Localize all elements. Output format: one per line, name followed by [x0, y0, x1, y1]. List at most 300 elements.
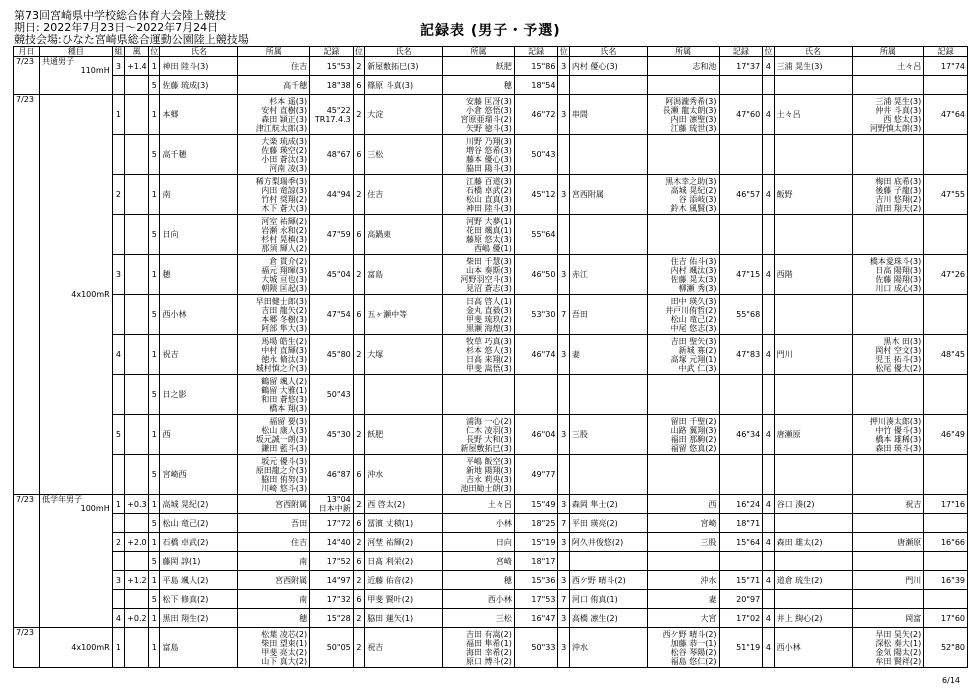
record	[719, 215, 763, 255]
member-name: 佐藤 晃太(3)	[670, 274, 717, 284]
member-name: 橋本 翔(3)	[269, 403, 308, 413]
team-members	[238, 455, 310, 495]
place: 3	[558, 57, 569, 76]
heat-number: 4	[112, 335, 124, 375]
team-name: 大塚	[365, 335, 443, 375]
heat-number	[112, 215, 124, 255]
team-name: 宮崎	[647, 514, 719, 533]
team-name	[569, 455, 647, 495]
member-name: 藤本 優心(3)	[465, 154, 512, 164]
athlete-name: 西ケ野 晴斗(2)	[569, 571, 647, 590]
place: 3	[558, 533, 569, 552]
column-header: 位	[559, 47, 568, 56]
record-value: 17"72	[326, 518, 351, 528]
record	[310, 95, 354, 135]
member-name: 吉永 莉央(3)	[465, 474, 512, 484]
member-name: 江藤 琉世(3)	[670, 123, 717, 133]
record	[514, 375, 558, 415]
member-name: 池田勧士朗(3)	[460, 483, 512, 493]
member-name: 内村 颯汰(3)	[670, 265, 717, 275]
member-name: 松尾 優大(2)	[875, 363, 922, 373]
place: 6	[353, 76, 364, 95]
wind-reading	[125, 76, 149, 95]
member-name: 花田 颯真(1)	[465, 225, 512, 235]
member-name: 日高 陽翔(3)	[875, 265, 922, 275]
place	[763, 514, 774, 533]
event-category: 共通男子	[41, 57, 74, 66]
place: 1	[149, 175, 160, 215]
column-header: 氏名	[160, 47, 238, 57]
athlete-name	[774, 552, 852, 571]
record	[924, 175, 968, 215]
team-name	[774, 295, 852, 335]
table-row	[14, 335, 968, 375]
team-members	[647, 215, 719, 255]
team-members	[443, 335, 515, 375]
member-name: 杉村 晃槙(3)	[261, 234, 308, 244]
heat-number: 2	[112, 533, 124, 552]
member-name: 中竹 優斗(3)	[875, 425, 922, 435]
column-header: 記録	[924, 47, 968, 57]
member-name: 谷 添岐(3)	[678, 194, 717, 204]
event-distance: 100mH	[80, 504, 110, 513]
member-name: 牧草 巧真(3)	[465, 336, 512, 346]
team-name: 吾田	[238, 514, 310, 533]
team-members	[852, 455, 924, 495]
athlete-name	[774, 76, 852, 95]
athlete-name: 河埜 祐輝(2)	[365, 533, 443, 552]
team-name	[852, 590, 924, 609]
place	[763, 135, 774, 175]
member-name: 佐藤 陽翔(3)	[875, 274, 922, 284]
team-name	[569, 375, 647, 415]
place: 3	[558, 495, 569, 514]
athlete-name: 河口 侑真(1)	[569, 590, 647, 609]
record	[310, 514, 354, 533]
event-distance: 4x100mR	[71, 290, 110, 299]
record	[924, 495, 968, 514]
team-name: 穂	[238, 609, 310, 628]
member-name: 柳瀬 秀(3)	[678, 283, 717, 293]
team-name: 宮西附属	[238, 571, 310, 590]
column-header: 記録	[719, 47, 763, 57]
member-name: 黒瀬 海煌(3)	[465, 323, 512, 333]
team-name: 西小林	[774, 628, 852, 668]
member-name: 河室 祐輝(2)	[261, 216, 308, 226]
member-name: 杉本 遥(3)	[269, 96, 308, 106]
record	[310, 295, 354, 335]
column-header: 所属	[443, 47, 515, 57]
member-name: 藤原 悠太(3)	[465, 234, 512, 244]
column-header: 位	[150, 47, 159, 56]
member-name: 竹村 奨翔(2)	[261, 194, 308, 204]
member-name: 甲斐 嵩悟(3)	[465, 363, 512, 373]
record	[924, 95, 968, 135]
place: 6	[353, 295, 364, 335]
member-name: 田中 瑛久(3)	[670, 296, 717, 306]
member-name: 松山 康人(3)	[261, 425, 308, 435]
wind-reading	[125, 628, 149, 668]
column-header: 組	[112, 47, 124, 57]
record-value: 14"97	[326, 575, 351, 585]
column-header: 氏名	[774, 47, 852, 57]
member-name: 仁木 凌羽(3)	[465, 425, 512, 435]
athlete-name: 平田 瑛亮(2)	[569, 514, 647, 533]
place: 1	[149, 495, 160, 514]
record	[924, 552, 968, 571]
member-name: 山路 翼翔(3)	[670, 425, 717, 435]
page-number: 6/14	[942, 676, 960, 685]
member-name: 福田 隼希(1)	[465, 638, 512, 648]
place	[558, 135, 569, 175]
team-name: 門川	[852, 571, 924, 590]
member-name: 倉 貫介(2)	[269, 256, 308, 266]
place: 4	[763, 571, 774, 590]
team-name	[569, 135, 647, 175]
wind-reading	[125, 295, 149, 335]
heat-number	[112, 375, 124, 415]
record-value: 45"80	[326, 350, 351, 359]
member-name: 吉田 聖矢(3)	[670, 336, 717, 346]
record	[310, 57, 354, 76]
team-name: 妻	[647, 590, 719, 609]
team-name: 穂	[443, 76, 515, 95]
event-name	[39, 57, 112, 95]
heat-number: 3	[112, 57, 124, 76]
table-row	[14, 609, 968, 628]
place: 2	[353, 495, 364, 514]
place: 2	[353, 571, 364, 590]
record-value: 15"36	[531, 575, 556, 585]
record-value: 47"26	[940, 270, 965, 279]
place: 6	[353, 455, 364, 495]
place: 4	[763, 533, 774, 552]
team-name: 住吉	[238, 533, 310, 552]
athlete-name: 高城 晃紀(2)	[160, 495, 238, 514]
team-members	[647, 295, 719, 335]
member-name: 加藤 恭一(1)	[670, 638, 717, 648]
wind-reading	[125, 552, 149, 571]
member-name: 金気 陽太(2)	[875, 647, 922, 657]
record-value: 17"53	[531, 594, 556, 604]
athlete-name: 日髙 利栄(2)	[365, 552, 443, 571]
wind-reading: +2.0	[125, 533, 149, 552]
team-members	[443, 175, 515, 215]
record	[310, 375, 354, 415]
athlete-name: 佐藤 琉成(3)	[160, 76, 238, 95]
member-name: 新地 陽翔(3)	[465, 465, 512, 475]
place: 2	[353, 533, 364, 552]
athlete-name: 森田 雄太(2)	[774, 533, 852, 552]
team-name: 本郷	[160, 95, 238, 135]
record	[310, 215, 354, 255]
wind-reading	[125, 335, 149, 375]
member-name: 橋本 雄稀(3)	[875, 434, 922, 444]
column-header: 氏名	[569, 47, 647, 57]
member-name: 岡村 空文(3)	[875, 345, 922, 355]
team-name: 吾田	[569, 295, 647, 335]
event-date: 7/23	[14, 57, 40, 95]
record	[514, 552, 558, 571]
place: 5	[149, 375, 160, 415]
record	[310, 335, 354, 375]
athlete-name: 松下 修真(2)	[160, 590, 238, 609]
table-body	[14, 57, 968, 668]
record-value: 50"43	[326, 390, 351, 399]
team-members	[238, 255, 310, 295]
record-value: 52"80	[940, 643, 965, 652]
heat-number	[112, 295, 124, 335]
record	[924, 609, 968, 628]
athlete-name: 篠原 斗真(3)	[365, 76, 443, 95]
member-name: 橋本愛珠斗(3)	[869, 256, 922, 266]
table-row	[14, 175, 968, 215]
member-name: 脇田 陽斗(3)	[465, 163, 512, 173]
record	[924, 295, 968, 335]
team-members	[443, 295, 515, 335]
place: 2	[353, 95, 364, 135]
record	[719, 375, 763, 415]
record	[719, 628, 763, 668]
member-name: 佐藤 瑛空(2)	[261, 145, 308, 155]
member-name: 早田 昊矢(2)	[875, 629, 922, 639]
member-name: 深松 奏大(1)	[875, 638, 922, 648]
record-value: 47"15	[736, 270, 761, 279]
member-name: 新城 寡(2)	[678, 345, 717, 355]
record	[719, 609, 763, 628]
record	[719, 552, 763, 571]
heat-number: 3	[112, 571, 124, 590]
event-date: 7/23	[14, 495, 40, 628]
record-value: 18"25	[531, 518, 556, 528]
table-row	[14, 552, 968, 571]
member-name: 松葉 凌芯(2)	[261, 629, 308, 639]
member-name: 木下 蒼大(3)	[261, 203, 308, 213]
record-value: 20"97	[736, 594, 761, 604]
record	[310, 609, 354, 628]
team-members	[852, 215, 924, 255]
place: 1	[149, 571, 160, 590]
place: 2	[353, 335, 364, 375]
team-name: 飫肥	[365, 415, 443, 455]
place: 4	[763, 175, 774, 215]
event-distance: 110mH	[80, 66, 110, 75]
record-value: 日本中新	[318, 504, 351, 513]
member-name: 福留 要(3)	[269, 416, 308, 426]
member-name: 徳永 脩汰(3)	[261, 354, 308, 364]
team-members	[852, 628, 924, 668]
record	[310, 628, 354, 668]
athlete-name: 阿久井俊悠(2)	[569, 533, 647, 552]
team-name: 小林	[443, 514, 515, 533]
record-value: 17"32	[326, 594, 351, 604]
member-name: 江藤 百道(3)	[465, 176, 512, 186]
athlete-name: 松山 竜己(2)	[160, 514, 238, 533]
place: 5	[149, 455, 160, 495]
record-value: 55"68	[736, 310, 761, 319]
meet-dates: 期日: 2022年7月23日～2022年7月24日	[14, 21, 219, 34]
record-value: 46"49	[940, 430, 965, 439]
team-name: 日向	[443, 533, 515, 552]
member-name: 日高 啓人(1)	[465, 296, 512, 306]
place: 4	[763, 57, 774, 76]
athlete-name: 神田 陸斗(3)	[160, 57, 238, 76]
table-row	[14, 495, 968, 514]
team-name: 宮西附属	[238, 495, 310, 514]
record-value: 15"19	[531, 537, 556, 547]
team-members	[647, 175, 719, 215]
record	[514, 628, 558, 668]
team-name: 西階	[774, 255, 852, 295]
place: 3	[558, 335, 569, 375]
team-name: 土々呂	[852, 57, 924, 76]
record	[719, 135, 763, 175]
heat-number: 1	[112, 95, 124, 135]
member-name: 河野慎太朗(3)	[869, 123, 922, 133]
member-name: 中尾 悠志(3)	[670, 323, 717, 333]
team-name: 沖水	[647, 571, 719, 590]
record-value: 50"33	[531, 643, 556, 652]
place: 3	[558, 255, 569, 295]
team-members	[238, 95, 310, 135]
member-name: 森田 瑛斗(3)	[875, 443, 922, 453]
record	[924, 590, 968, 609]
record-value: 18"38	[326, 80, 351, 90]
record	[310, 552, 354, 571]
member-name: 岩瀬 永和(2)	[261, 225, 308, 235]
athlete-name: 内村 優心(3)	[569, 57, 647, 76]
member-name: 牟田 賢祥(2)	[875, 656, 922, 666]
team-members	[443, 628, 515, 668]
column-header: 位	[764, 47, 773, 56]
member-name: 大城 亘也(3)	[261, 274, 308, 284]
team-name: 富島	[160, 628, 238, 668]
team-name: 日向	[160, 215, 238, 255]
member-name: 那須 輝人(2)	[261, 243, 308, 253]
record-value: 47"83	[736, 350, 761, 359]
heat-number	[112, 76, 124, 95]
team-members	[647, 255, 719, 295]
record	[310, 455, 354, 495]
wind-reading	[125, 215, 149, 255]
team-name: 祝吉	[160, 335, 238, 375]
athlete-name: 黒田 翔生(2)	[160, 609, 238, 628]
member-name: 川崎 悠斗(3)	[261, 483, 308, 493]
team-name	[774, 375, 852, 415]
team-members	[852, 335, 924, 375]
record	[924, 57, 968, 76]
member-name: 梅田 底希(3)	[875, 176, 922, 186]
athlete-name: 新屋敷拓巳(3)	[365, 57, 443, 76]
athlete-name: 冨濱 丈積(1)	[365, 514, 443, 533]
place	[558, 552, 569, 571]
wind-reading	[125, 590, 149, 609]
member-name: 松山 直真(3)	[465, 194, 512, 204]
record-value: 44"94	[326, 190, 351, 199]
record	[924, 76, 968, 95]
member-name: 原口 博斗(2)	[465, 656, 512, 666]
member-name: 内田 竜諒(3)	[261, 185, 308, 195]
team-name: 宮崎	[443, 552, 515, 571]
place: 2	[353, 609, 364, 628]
wind-reading	[125, 255, 149, 295]
event-date: 7/23	[14, 95, 40, 495]
record	[924, 335, 968, 375]
team-members	[647, 95, 719, 135]
member-name: 山本 奏斯(3)	[465, 265, 512, 275]
team-members	[852, 255, 924, 295]
team-name: 西	[647, 495, 719, 514]
record-value: 16"66	[940, 537, 965, 547]
heat-number: 2	[112, 175, 124, 215]
table-row	[14, 135, 968, 175]
event-category: 低学年男子	[41, 495, 82, 504]
athlete-name	[569, 552, 647, 571]
record-value: 45"30	[326, 430, 351, 439]
place: 6	[353, 135, 364, 175]
team-name: 宮西附属	[569, 175, 647, 215]
place: 2	[353, 175, 364, 215]
place: 3	[558, 415, 569, 455]
place: 1	[149, 335, 160, 375]
team-members	[238, 335, 310, 375]
team-name: 南	[238, 552, 310, 571]
record	[310, 76, 354, 95]
member-name: 日高 来翔(2)	[465, 354, 512, 364]
place: 2	[353, 57, 364, 76]
member-name: 吉川 悠翔(2)	[875, 194, 922, 204]
place: 2	[353, 415, 364, 455]
member-name: 山下 真大(2)	[261, 656, 308, 666]
member-name: 杉本 悠人(3)	[465, 345, 512, 355]
record-value: 18"17	[531, 556, 556, 566]
member-name: 浦海 一心(2)	[465, 416, 512, 426]
team-name	[852, 76, 924, 95]
member-name: 黒木幸之助(3)	[665, 176, 717, 186]
place	[763, 455, 774, 495]
member-name: 松山 竜己(2)	[670, 314, 717, 324]
team-members	[443, 375, 515, 415]
team-name: 高千穂	[238, 76, 310, 95]
member-name: 増谷 悠希(3)	[465, 145, 512, 155]
place: 3	[558, 609, 569, 628]
place: 5	[149, 552, 160, 571]
table-row	[14, 533, 968, 552]
record	[514, 135, 558, 175]
team-members	[238, 295, 310, 335]
place: 4	[763, 628, 774, 668]
team-members	[443, 135, 515, 175]
place: 4	[763, 335, 774, 375]
place	[763, 295, 774, 335]
record	[310, 533, 354, 552]
team-name: 妻	[569, 335, 647, 375]
team-name: 三股	[569, 415, 647, 455]
team-name: 高鍋東	[365, 215, 443, 255]
record	[924, 415, 968, 455]
record-value: 48"67	[326, 150, 351, 159]
record-value: 47"60	[736, 110, 761, 119]
record-value: 53"30	[531, 310, 556, 319]
member-name: 内田 凛聖(3)	[670, 114, 717, 124]
place: 4	[763, 95, 774, 135]
place	[763, 215, 774, 255]
record-value: 13"04	[326, 495, 351, 504]
place	[763, 590, 774, 609]
record-value: 15"64	[736, 537, 761, 547]
team-name: 三松	[443, 609, 515, 628]
team-name	[647, 76, 719, 95]
